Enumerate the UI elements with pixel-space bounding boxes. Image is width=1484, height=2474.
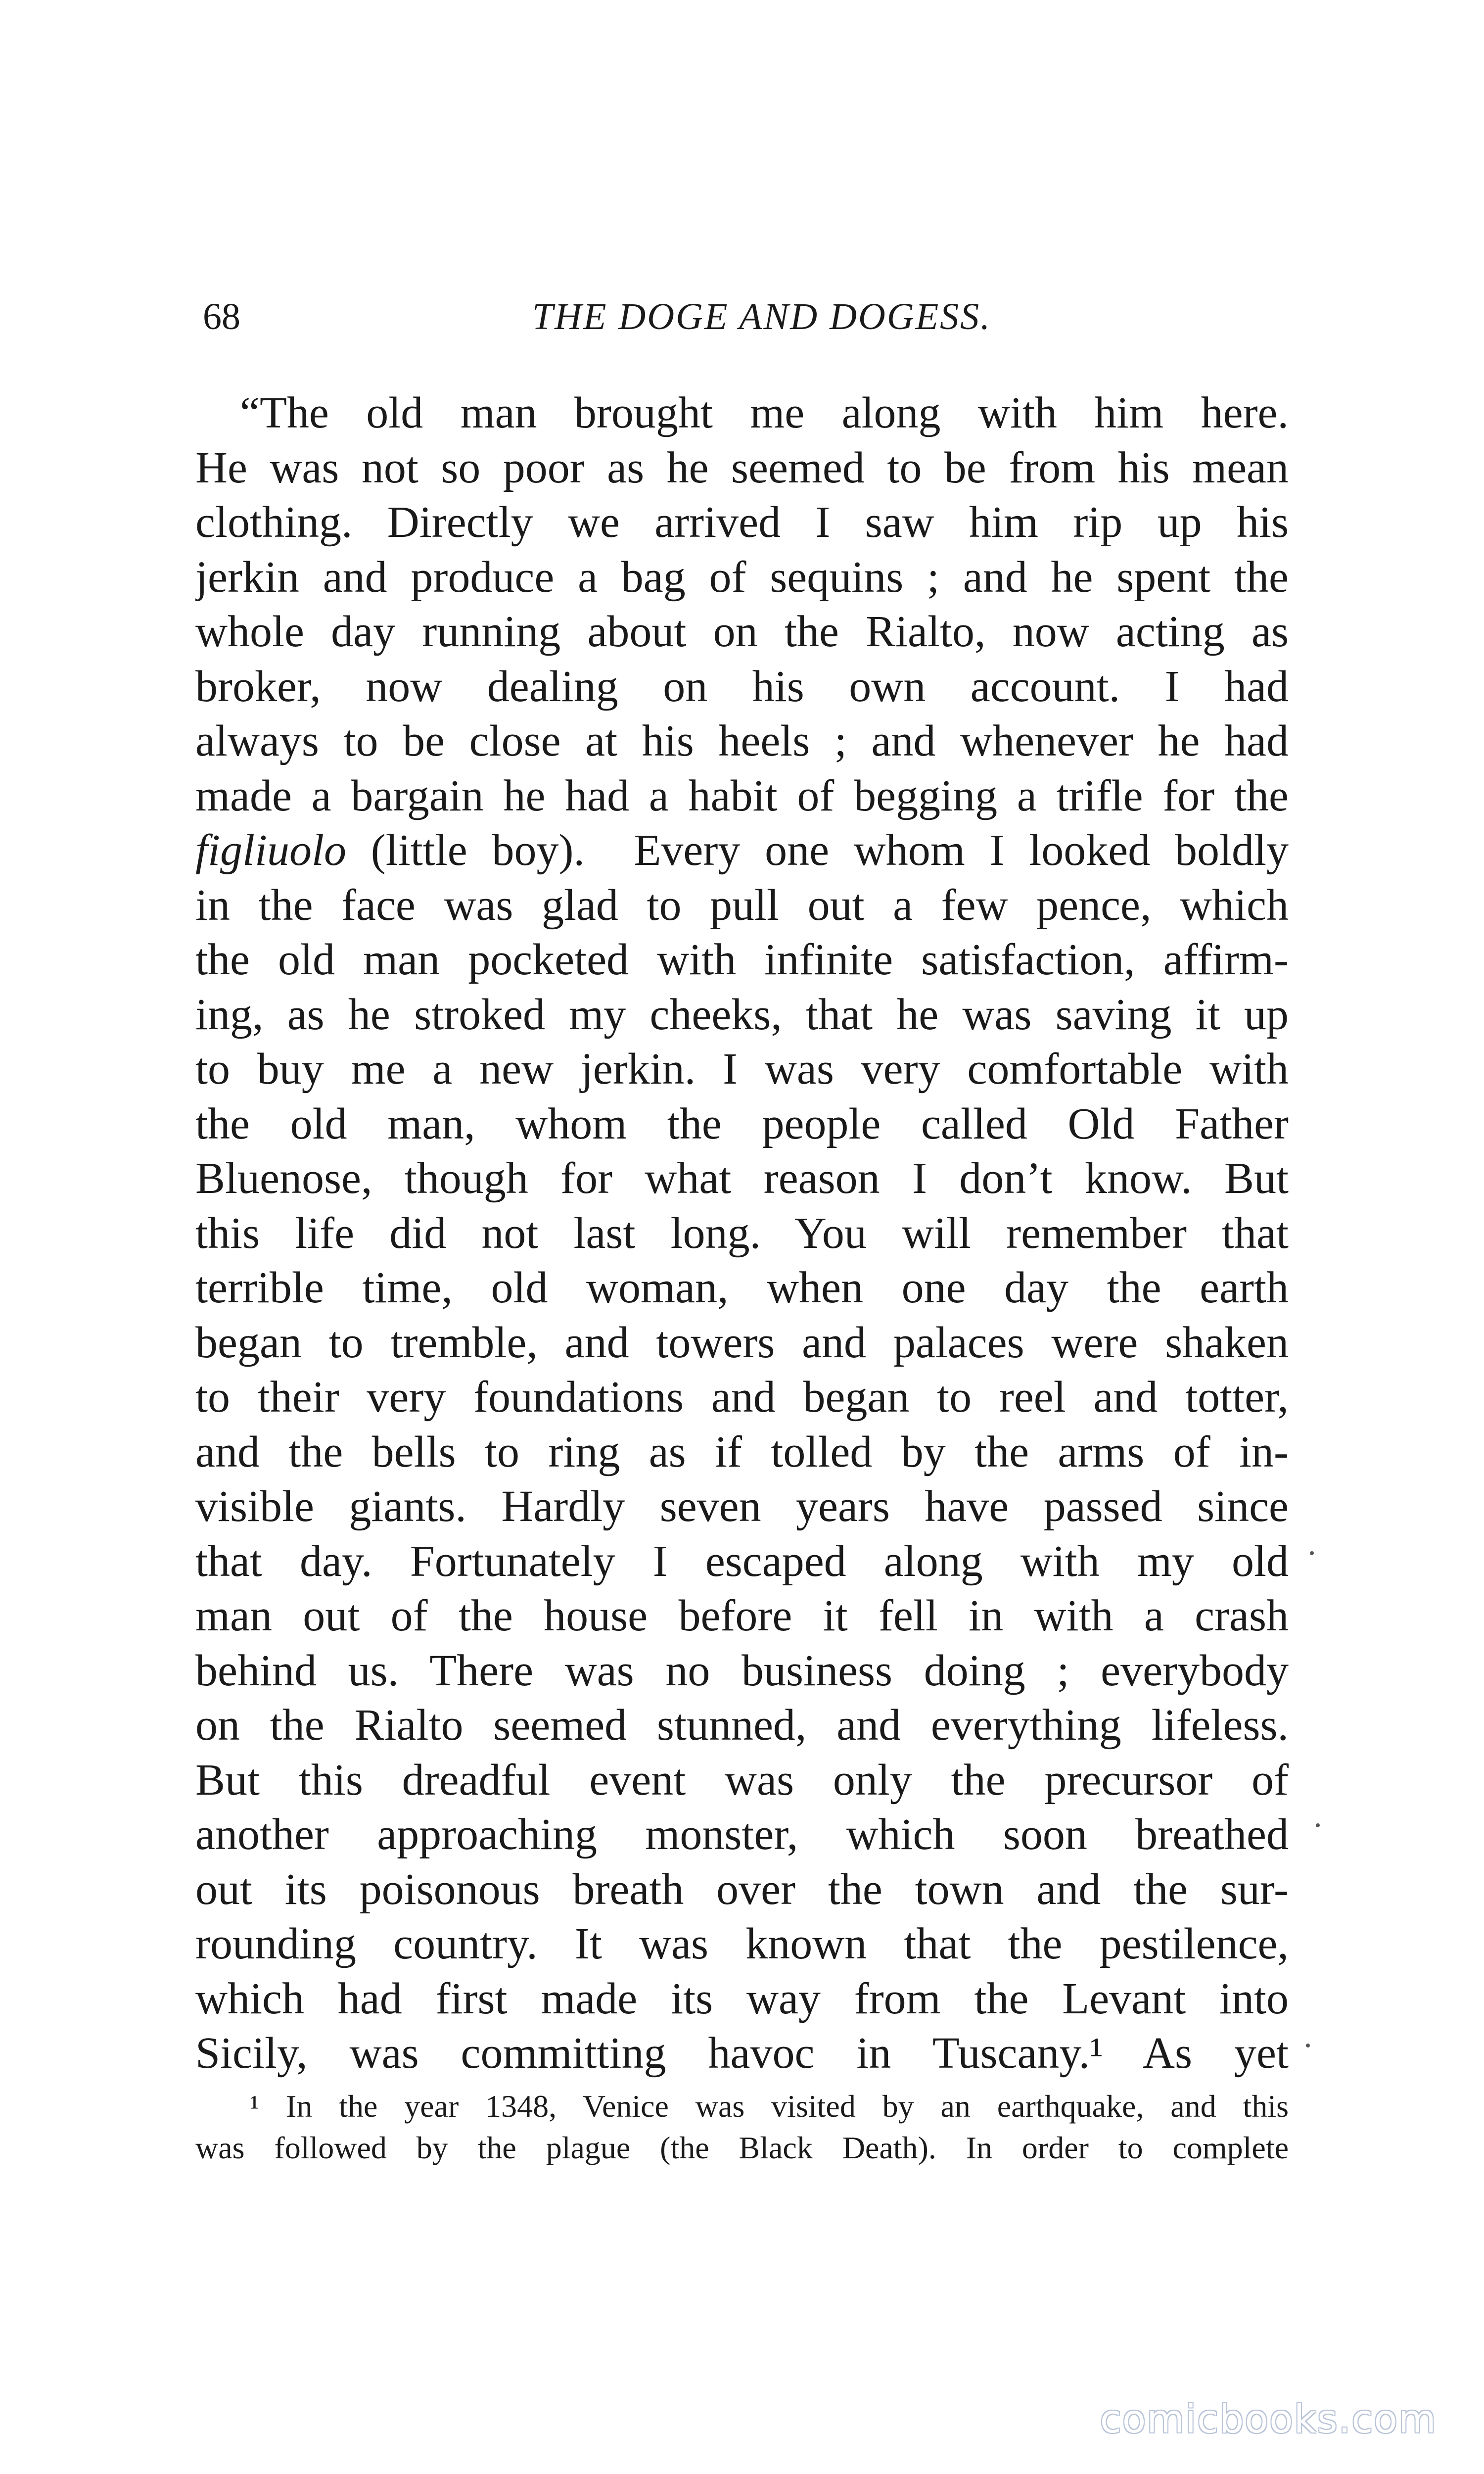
text-line: made a bargain he had a habit of begging a trifle for the <box>195 771 1289 820</box>
footnote-line: ¹ In the year 1348, Venice was visited by an earthquake, and this <box>250 2089 1289 2124</box>
watermark: comicbooks.com <box>1100 2397 1437 2442</box>
text-line: clothing. Directly we arrived I saw him rip up his <box>195 498 1289 547</box>
page-number: 68 <box>203 296 240 337</box>
text-line: the old man, whom the people called Old Father <box>195 1099 1289 1148</box>
text-line: man out of the house before it fell in with a crash <box>195 1591 1289 1640</box>
text-line: visible giants. Hardly seven years have passed since <box>195 1482 1289 1531</box>
text-line: which had first made its way from the Levant into <box>195 1974 1289 2023</box>
print-speck <box>1316 1823 1320 1827</box>
text-line: in the face was glad to pull out a few pence, which <box>195 880 1289 930</box>
text-line: to their very foundations and began to reel and totter, <box>195 1373 1289 1422</box>
text-line: another approaching monster, which soon breathed <box>195 1810 1289 1859</box>
text-line: But this dreadful event was only the precursor of <box>195 1755 1289 1805</box>
text-line: broker, now dealing on his own account. I had <box>195 662 1289 711</box>
italic-word: figliuolo <box>195 826 347 875</box>
text-line: always to be close at his heels ; and whenever he had <box>195 716 1289 765</box>
text-line: jerkin and produce a bag of sequins ; and he spent the <box>195 552 1289 602</box>
text-line: to buy me a new jerkin. I was very comfortable with <box>195 1045 1289 1094</box>
page-header <box>203 292 1281 346</box>
text-line-italic-word: figliuolo (little boy). Every one whom I looked boldly <box>195 826 1289 875</box>
text-line: terrible time, old woman, when one day the earth <box>195 1263 1289 1312</box>
text-line: began to tremble, and towers and palaces were shaken <box>195 1318 1289 1367</box>
print-speck <box>1310 1551 1314 1555</box>
text-line: this life did not last long. You will remember that <box>195 1208 1289 1258</box>
text-line: the old man pocketed with infinite satisfaction, affirm- <box>195 935 1289 984</box>
text-line: Sicily, was committing havoc in Tuscany.¹ As yet <box>195 2029 1289 2078</box>
text-line: and the bells to ring as if tolled by the arms of in- <box>195 1427 1289 1476</box>
print-speck <box>1306 2044 1310 2047</box>
text-line: whole day running about on the Rialto, now acting as <box>195 607 1289 656</box>
footnotes <box>195 2086 1289 2169</box>
text-line: He was not so poor as he seemed to be from his mean <box>195 443 1289 492</box>
text-line: rounding country. It was known that the pestilence, <box>195 1919 1289 1968</box>
running-head: THE DOGE AND DOGESS. <box>532 296 992 337</box>
body-text <box>195 386 1289 2081</box>
text-line: “The old man brought me along with him here. <box>240 388 1289 437</box>
footnote-line: was followed by the plague (the Black Death). In order to complete <box>195 2130 1289 2165</box>
text-line: on the Rialto seemed stunned, and everything lifeless. <box>195 1701 1289 1750</box>
text-line: out its poisonous breath over the town and the sur- <box>195 1864 1289 1914</box>
text-line: that day. Fortunately I escaped along with my old <box>195 1536 1289 1586</box>
text-line: ing, as he stroked my cheeks, that he was saving it up <box>195 990 1289 1039</box>
text-line: behind us. There was no business doing ; everybody <box>195 1646 1289 1695</box>
text-line: Bluenose, though for what reason I don’t know. But <box>195 1154 1289 1203</box>
